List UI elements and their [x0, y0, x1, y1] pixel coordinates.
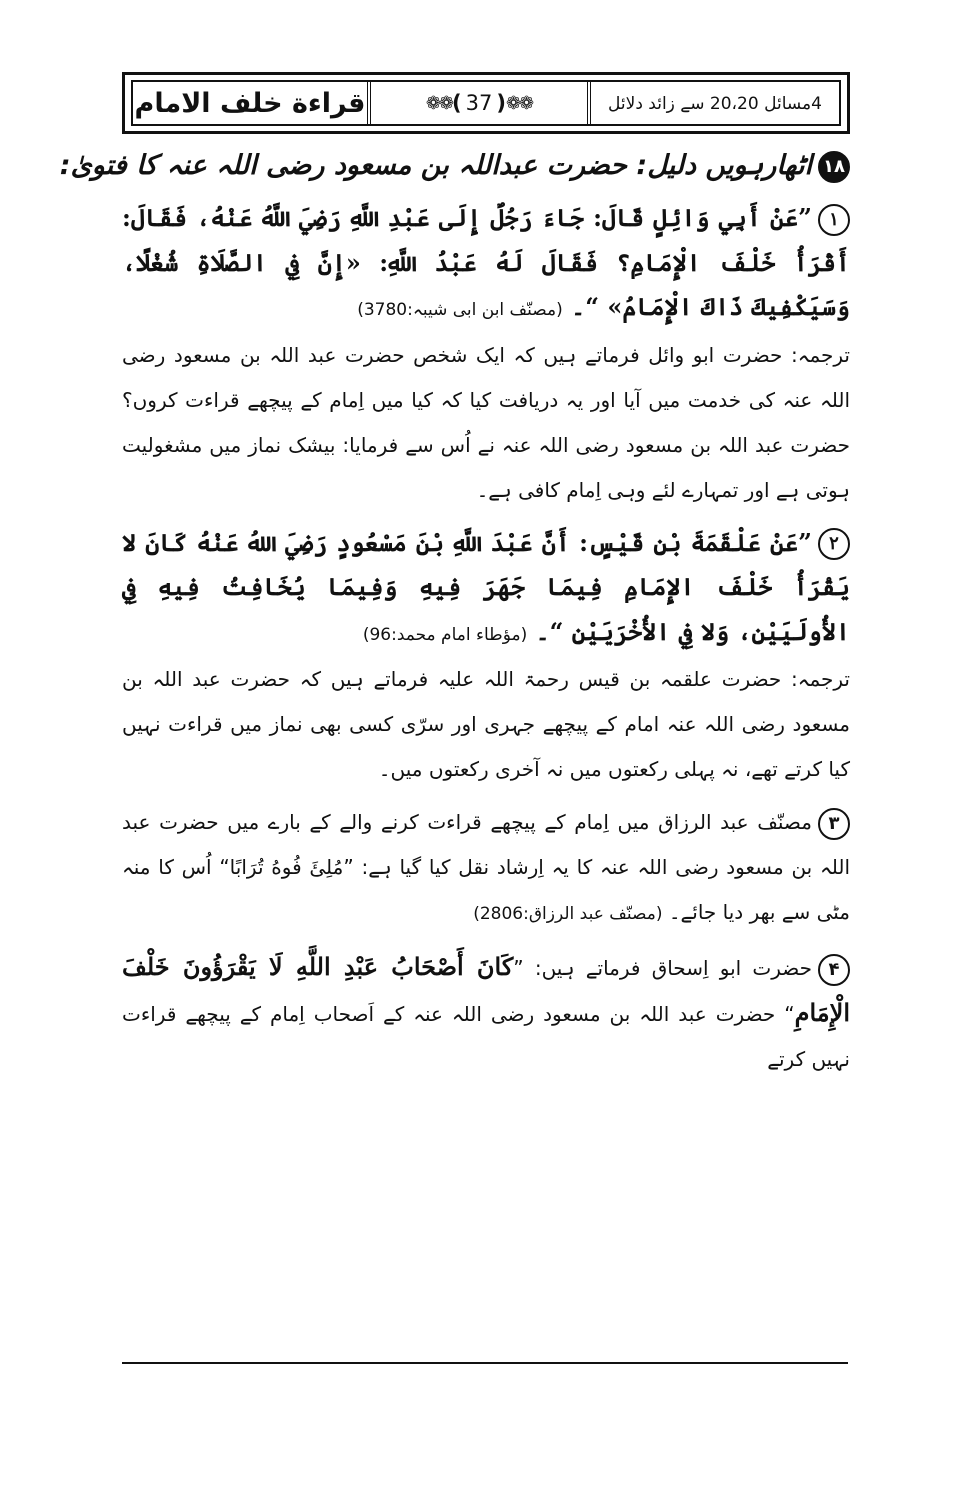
paren-close: ) [496, 91, 506, 115]
evidence-item-4 [122, 945, 850, 1082]
item-number-badge: ۱ [818, 204, 850, 236]
item-number-badge: ۴ [818, 954, 850, 986]
star-ornament-icon: ❁❁ [425, 92, 453, 114]
arabic-quote: ”عَنْ أَبِي وَائِلٍ قَالَ: جَاءَ رَجُلٌ إِلَى عَبْدِ اللَّهِ رَضِيَ اللَّهُ عَنْهُ، فَقَالَ: أَقْرَأُ خَلْفَ الْإِمَامِ؟ فَقَالَ لَهُ عَبْدُ اللَّهِ: «إِنَّ فِي الصَّلَاةِ شُغْلًا، وَسَيَكْفِيكَ ذَاكَ الْإِمَامُ» “۔ [122, 203, 850, 321]
page-number: 37 [465, 91, 493, 115]
header-inner-frame [131, 80, 841, 126]
urdu-continuation: “ حضرت عبد اللہ بن مسعود رضی اللہ عنہ کے اَصحاب اِمام کے پیچھے قراءت نہیں کرتے [122, 1002, 850, 1071]
arabic-quote: كَانَ أَصْحَابُ عَبْدِ اللَّهِ لَا يَقْرَؤُونَ خَلْفَ الْإِمَامِ [122, 952, 850, 1027]
urdu-text [122, 945, 850, 1082]
evidence-item-3 [122, 800, 850, 937]
urdu-text [122, 800, 850, 937]
series-note: 4مسائل 20،20 سے زائد دلائل [608, 93, 822, 114]
page-number-box [371, 82, 591, 124]
translation: ترجمہ: حضرت علقمہ بن قیس رحمۃ اللہ علیہ فرماتے ہیں کہ حضرت عبد اللہ بن مسعود رضی اللہ عنہ امام کے پیچھے جہری اور سرّی کسی بھی نماز میں قراءت نہیں کیا کرتے تھے، نہ پہلی رکعتوں میں نہ آخری رکعتوں میں۔ [122, 667, 850, 781]
star-ornament-icon: ❁❁ [505, 92, 533, 114]
heading-text: اٹھارہویں دلیل: حضرت عبداللہ بن مسعود رضی اللہ عنہ کا فتویٰ: [59, 150, 812, 181]
translation: ترجمہ: حضرت ابو وائل فرماتے ہیں کہ ایک شخص حضرت عبد اللہ بن مسعود رضی اللہ عنہ کی خدمت میں آیا اور یہ دریافت کیا کہ کیا میں اِمام کے پیچھے قراءت کروں؟ حضرت عبد اللہ بن مسعود رضی اللہ عنہ نے اُس سے فرمایا: بیشک نماز میں مشغولیت ہوتی ہے اور تمہارے لئے وہی اِمام کافی ہے۔ [122, 342, 850, 502]
arabic-text [122, 196, 850, 333]
paren-open: ( [452, 91, 462, 115]
reference: (مصنّف عبد الرزاق:2806) [473, 904, 663, 924]
item-number-badge: ۲ [818, 528, 850, 560]
arabic-quote: ”عَنْ عَلْقَمَةَ بْنِ قَيْسٍ: أَنَّ عَبْدَ اللَّهِ بْنَ مَسْعُودٍ رَضِيَ اللهُ عَنْهُ كَانَ لا يَقْرَأُ خَلْفَ الإِمَامِ فِيمَا جَهَرَ فِيهِ وَفِيمَا يُخَافِتُ فِيهِ فِي الأُولَيَيْنِ، وَلا فِي الأُخْرَيَيْنِ “۔ [122, 527, 850, 646]
page-header [122, 72, 850, 134]
item-number-badge: ۳ [818, 808, 850, 840]
section-heading [59, 144, 850, 188]
evidence-item-1 [122, 196, 850, 513]
reference: (مصنّف ابن ابی شیبہ:3780) [357, 300, 563, 320]
bottom-rule [122, 1362, 848, 1364]
arabic-text [122, 521, 850, 658]
page-content [59, 140, 850, 1090]
heading-number-badge: ۱۸ [818, 151, 850, 183]
reference: (مؤطاء امام محمد:96) [362, 624, 528, 645]
urdu-intro: حضرت ابو اِسحاق فرماتے ہیں: ” [513, 956, 812, 980]
book-title: قراءة خلف الامام [133, 82, 371, 124]
urdu-statement: مصنّف عبد الرزاق میں اِمام کے پیچھے قراءت کرنے والے کے بارے میں حضرت عبد اللہ بن مسعود رضی اللہ عنہ کا یہ اِرشاد نقل کیا گیا ہے: ”مُلِئَ فُوهُ تُرَابًا“ اُس کا منہ مٹی سے بھر دیا جائے۔ [122, 810, 850, 924]
evidence-item-2 [122, 521, 850, 793]
